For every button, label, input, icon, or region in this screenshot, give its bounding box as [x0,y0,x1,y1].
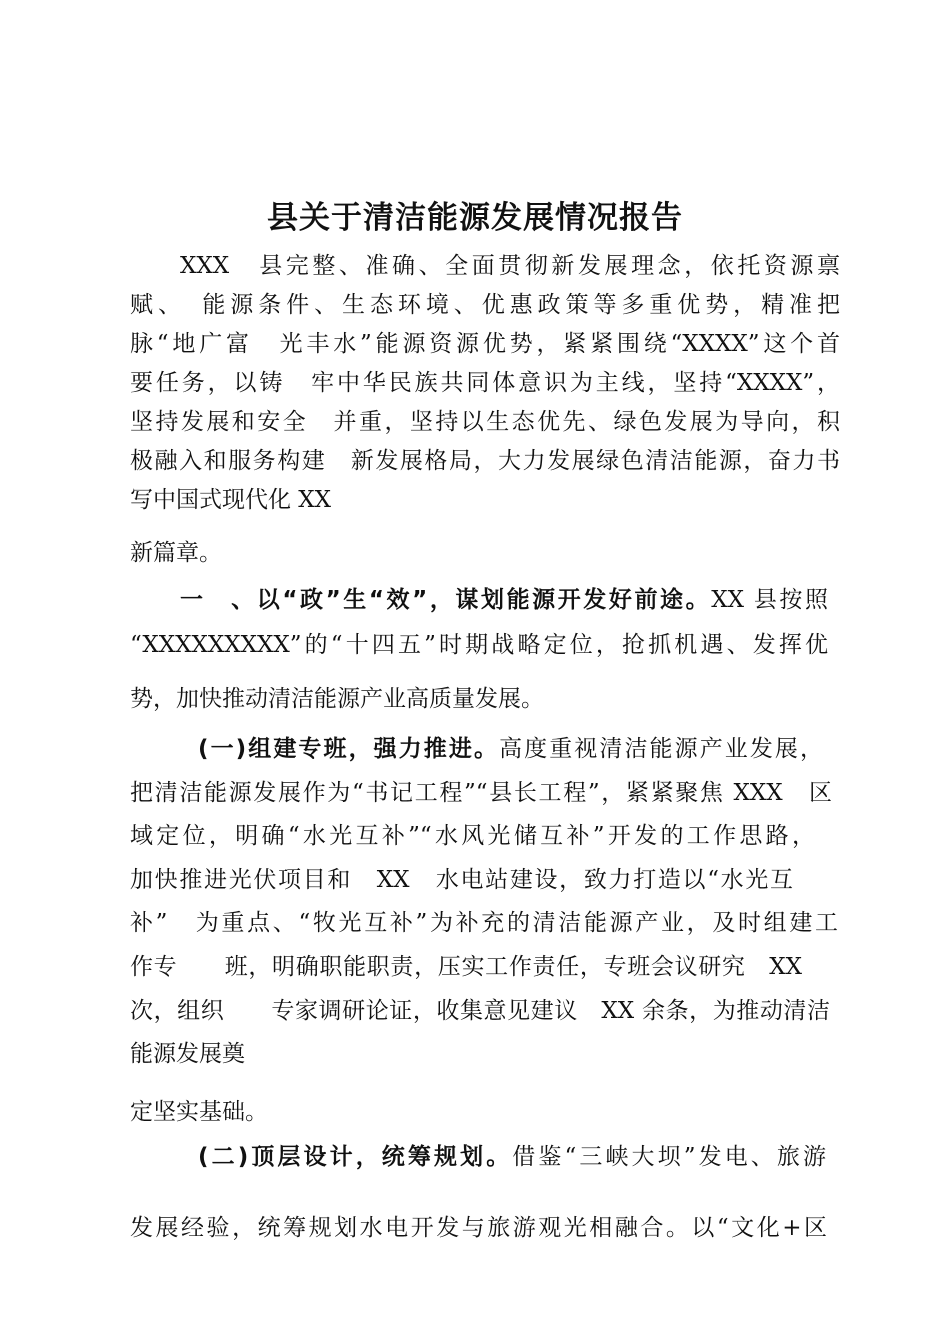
intro-line: XXX 县完整、准确、全面贯彻新发展理念，依托资源禀 [180,253,840,279]
subsection-one-line: 能源发展奠 [130,1041,245,1067]
subsection-one-line: 定坚实基础。 [130,1099,268,1125]
intro-line: 要任务，以铸 牢中华民族共同体意识为主线，坚持“XXXX”， [130,370,840,396]
subsection-two-text: 借鉴“三峡大坝”发电、旅游 [512,1144,826,1170]
section-one-line: “XXXXXXXXX”的“十四五”时期战略定位，抢抓机遇、发挥优 [130,632,828,658]
subsection-one-line: 把清洁能源发展作为“书记工程”“县长工程”，紧紧聚焦 XXX 区 [130,780,832,806]
section-one-line: 势，加快推动清洁能源产业高质量发展。 [130,686,544,712]
intro-line: 写中国式现代化 XX [130,487,332,513]
subsection-one-text: 高度重视清洁能源产业发展， [499,736,824,762]
subsection-one-line: 次，组织 专家调研论证，收集意见建议 XX 余条，为推动清洁 [130,998,830,1024]
subsection-two-first-line [198,1141,826,1173]
subsection-one-line: 域定位，明确“水光互补”“水风光储互补”开发的工作思路， [130,823,815,849]
document-title: 县关于清洁能源发展情况报告 [267,200,683,236]
intro-line: 极融入和服务构建 新发展格局，大力发展绿色清洁能源，奋力书 [130,448,840,474]
subsection-one-line: 补” 为重点、“牧光互补”为补充的清洁能源产业，及时组建工 [130,910,838,936]
subsection-two-line: 发展经验，统筹规划水电开发与旅游观光相融合。以“文化+区 [130,1215,827,1241]
section-one-heading: 一 、以“政”生“效”，谋划能源开发好前途。 [180,587,712,613]
section-one-first-line [180,584,828,616]
subsection-one-heading: (一)组建专班，强力推进。 [198,736,500,762]
section-one-text: XX 县按照 [711,587,828,613]
subsection-two-heading: (二)顶层设计，统筹规划。 [198,1144,513,1170]
intro-line: 赋、 能源条件、生态环境、优惠政策等多重优势，精准把 [130,292,840,318]
subsection-one-line: 作专 班，明确职能职责，压实工作责任，专班会议研究 XX [130,954,802,980]
intro-line: 坚持发展和安全 并重，坚持以生态优先、绿色发展为导向，积 [130,409,840,435]
intro-line: 脉“地广富 光丰水”能源资源优势，紧紧围绕“XXXX”这个首 [130,331,840,357]
subsection-one-line: 加快推进光伏项目和 XX 水电站建设，致力打造以“水光互 [130,867,793,893]
subsection-one-first-line [198,733,823,765]
intro-line: 新篇章。 [130,540,222,566]
